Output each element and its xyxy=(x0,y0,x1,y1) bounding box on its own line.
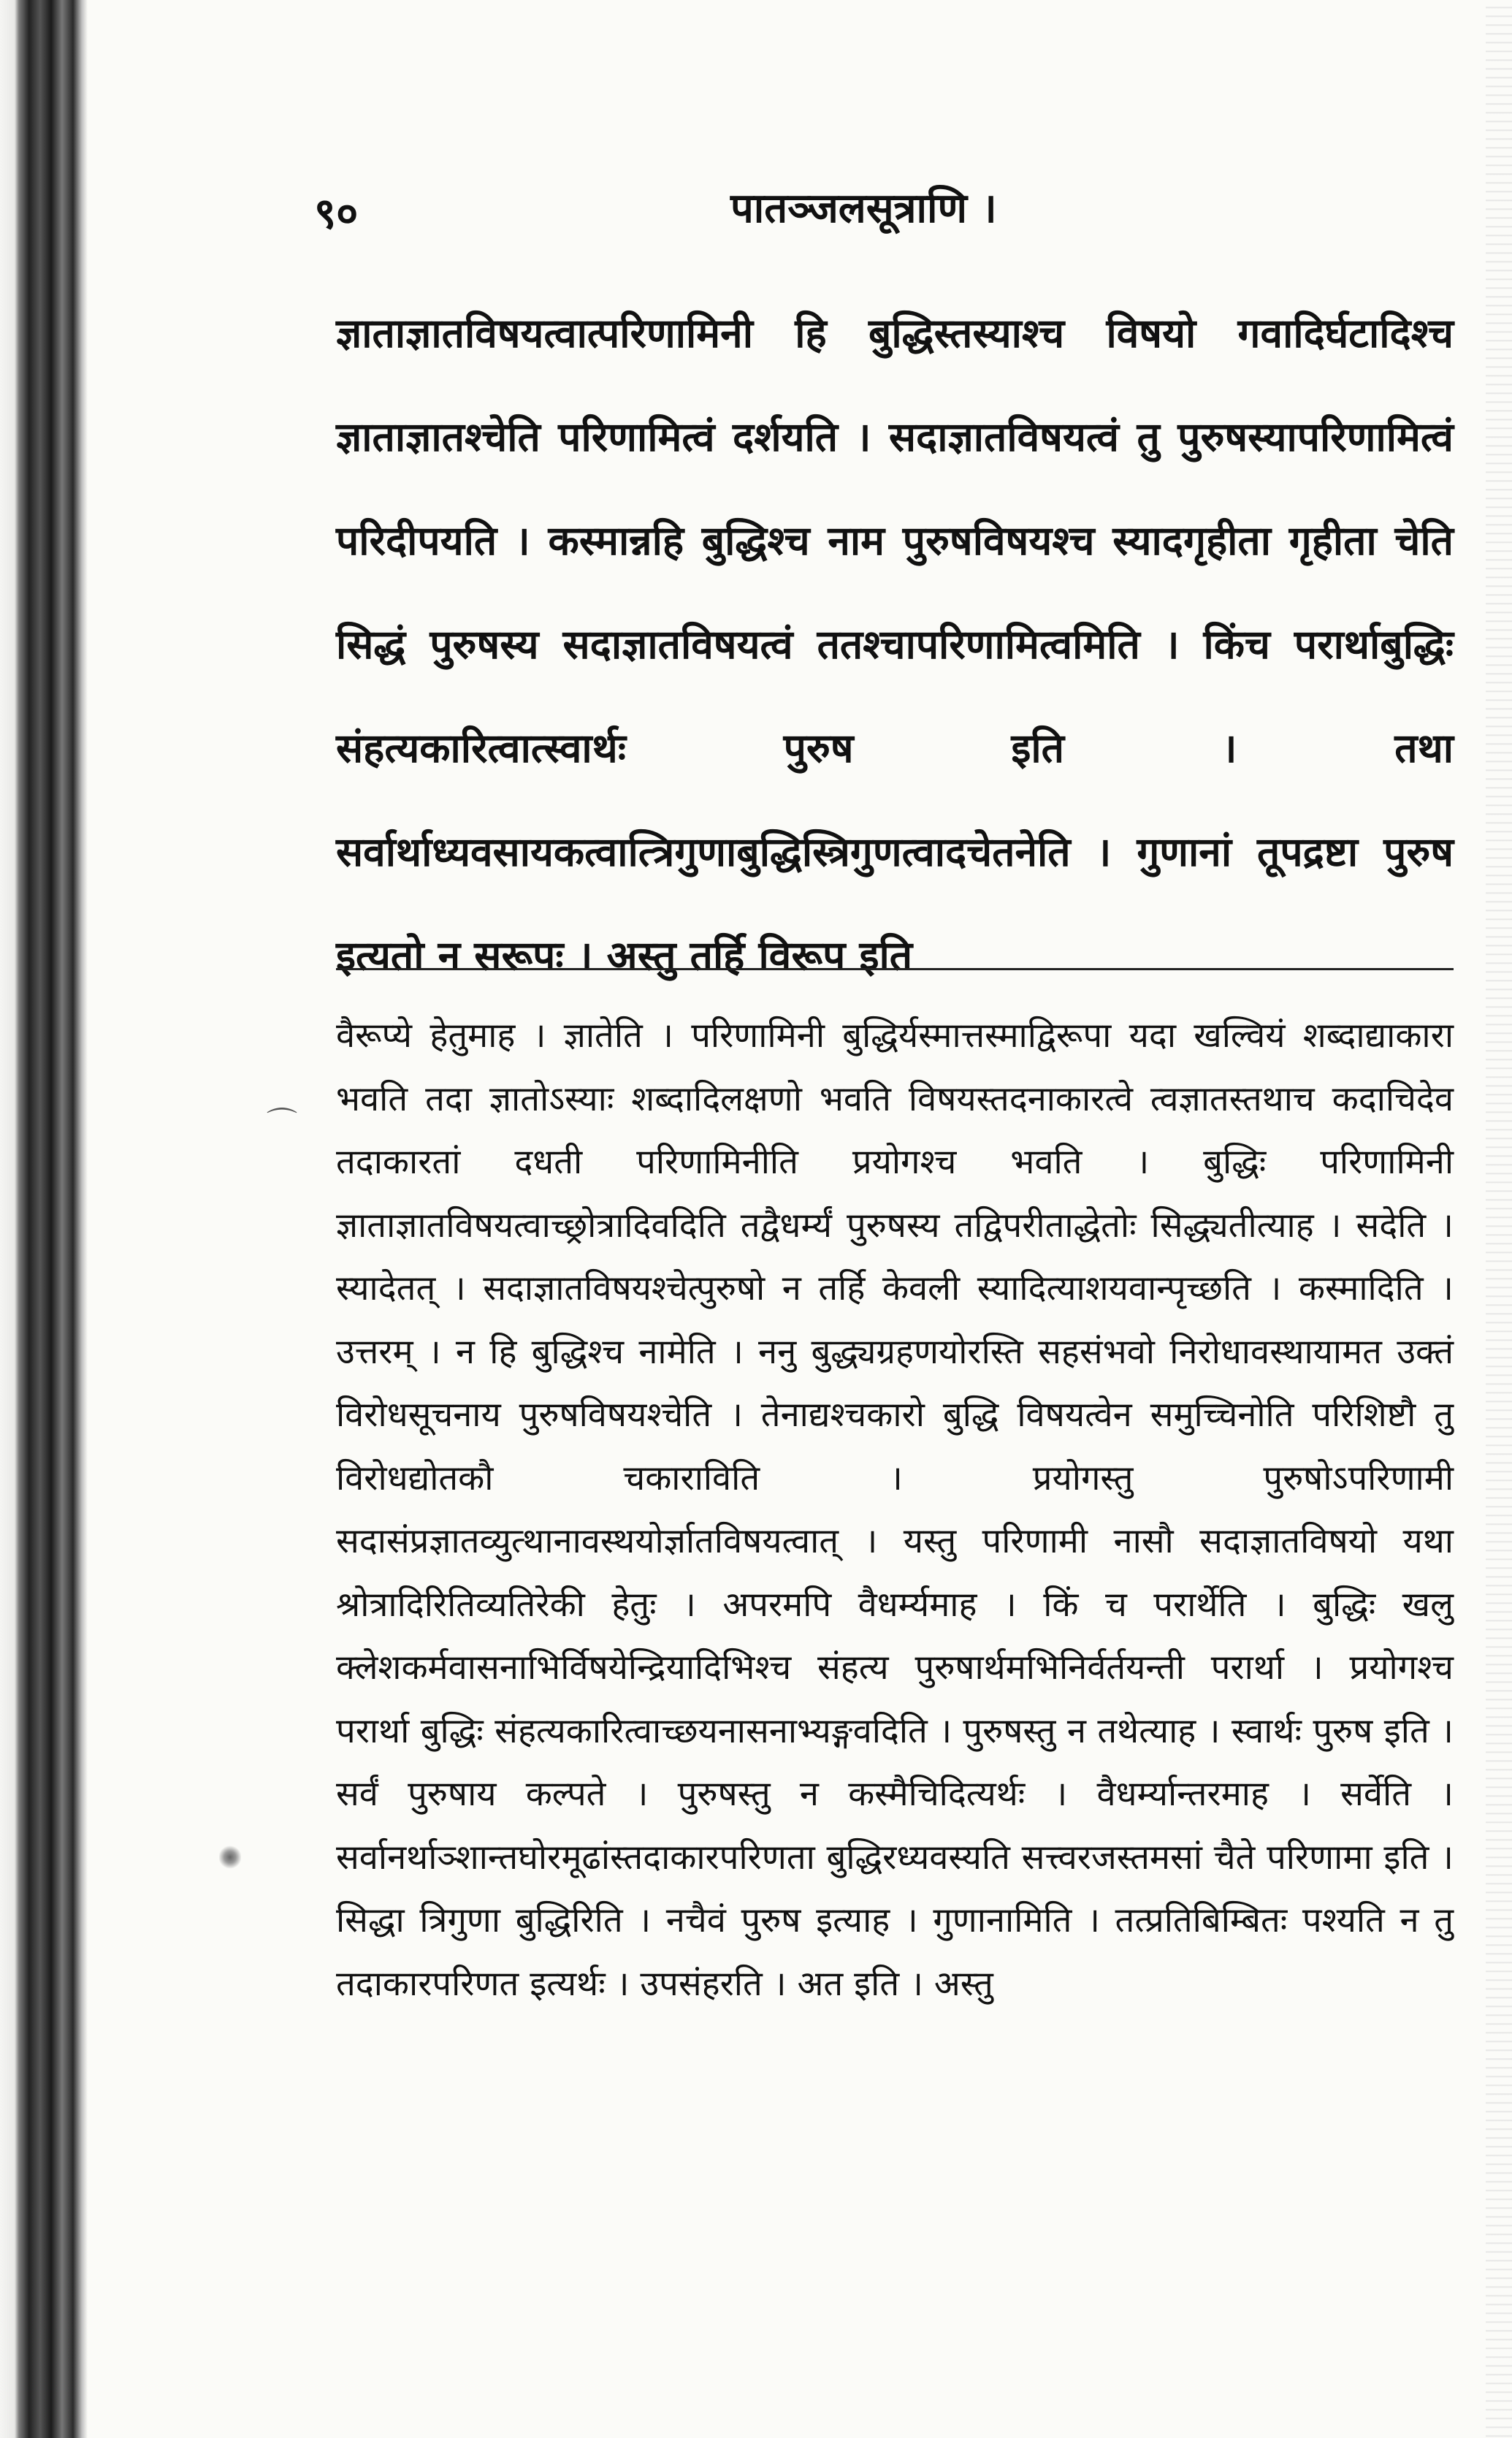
scan-speck xyxy=(219,1845,241,1870)
running-title: पातञ्जलसूत्राणि । xyxy=(730,184,997,232)
commentary-text: वैरूप्ये हेतुमाह । ज्ञातेति । परिणामिनी बुद्धिर्यस्मात्तस्माद्विरूपा यदा खल्वियं शब्दाद्याकारा भवति तदा ज्ञातोऽस्याः शब्दादिलक्षणो भवति विषयस्तदनाकारत्वे त्वज्ञातस्तथाच कदाचिदेव तदाकारतां दधती परिणामिनीति प्रयोगश्च भवति । बुद्धिः परिणामिनी ज्ञाताज्ञातविषयत्वाच्छ्रोत्रादिवदिति तद्वैधर्म्यं पुरुषस्य तद्विपरीताद्धेतोः सिद्ध्यतीत्याह । सदेति । स्यादेतत् । सदाज्ञातविषयश्चेत्पुरुषो न तर्हि केवली स्यादित्याशयवान्पृच्छति । कस्मादिति । उत्तरम् । न हि बुद्धिश्च नामेति । ननु बुद्ध्यग्रहणयोरस्ति सहसंभवो निरोधावस्थायामत उक्तं विरोधसूचनाय पुरुषविषयश्चेति । तेनाद्यश्चकारो बुद्धि विषयत्वेन समुच्चिनोति परिशिष्टौ तु विरोधद्योतकौ चकाराविति । प्रयोगस्तु पुरुषोऽपरिणामी सदासंप्रज्ञातव्युत्थानावस्थयोर्ज्ञातविषयत्वात् । यस्तु परिणामी नासौ सदाज्ञातविषयो यथा श्रोत्रादिरितिव्यतिरेकी हेतुः । अपरमपि वैधर्म्यमाह । किं च परार्थेति । बुद्धिः खलु क्लेशकर्मवासनाभिर्विषयेन्द्रियादिभिश्च संहत्य पुरुषार्थमभिनिर्वर्तयन्ती परार्था । प्रयोगश्च परार्था बुद्धिः संहत्यकारित्वाच्छयनासनाभ्यङ्गवदिति । पुरुषस्तु न तथेत्याह । स्वार्थः पुरुष इति । सर्वं पुरुषाय कल्पते । पुरुषस्तु न कस्मैचिदित्यर्थः । वैधर्म्यान्तरमाह । सर्वेति । सर्वानर्थाञ्शान्तघोरमूढांस्तदाकारपरिणता बुद्धिरध्यवस्यति सत्त्वरजस्तमसां चैते परिणामा इति । सिद्धा त्रिगुणा बुद्धिरिति । नचैवं पुरुष इत्याह । गुणानामिति । तत्प्रतिबिम्बितः पश्यति न तु तदाकारपरिणत इत्यर्थः । उपसंहरति । अत इति । अस्तु xyxy=(336,1016,1454,2004)
section-divider xyxy=(336,968,1454,970)
margin-mark: ⌒ xyxy=(267,1105,298,1141)
book-binding-edge xyxy=(0,0,88,2438)
sutra-bhashya-text: ज्ञाताज्ञातविषयत्वात्परिणामिनी हि बुद्धिस्तस्याश्च विषयो गवादिर्घटादिश्च ज्ञाताज्ञातश्चेति परिणामित्वं दर्शयति । सदाज्ञातविषयत्वं तु पुरुषस्यापरिणामित्वं परिदीपयति । कस्मान्नहि बुद्धिश्च नाम पुरुषविषयश्च स्यादगृहीता गृहीता चेति सिद्धं पुरुषस्य सदाज्ञातविषयत्वं ततश्चापरिणामित्वमिति । किंच परार्थाबुद्धिः संहत्यकारित्वात्स्वार्थः पुरुष इति । तथा सर्वार्थाध्यवसायकत्वात्त्रिगुणाबुद्धिस्त्रिगुणत्वादचेतनेति । गुणानां तूपद्रष्टा पुरुष इत्यतो न सरूपः । अस्तु तर्हि विरूप इति xyxy=(336,309,1454,979)
page-number: ९० xyxy=(314,188,359,238)
page-right-edge xyxy=(1486,0,1512,2438)
